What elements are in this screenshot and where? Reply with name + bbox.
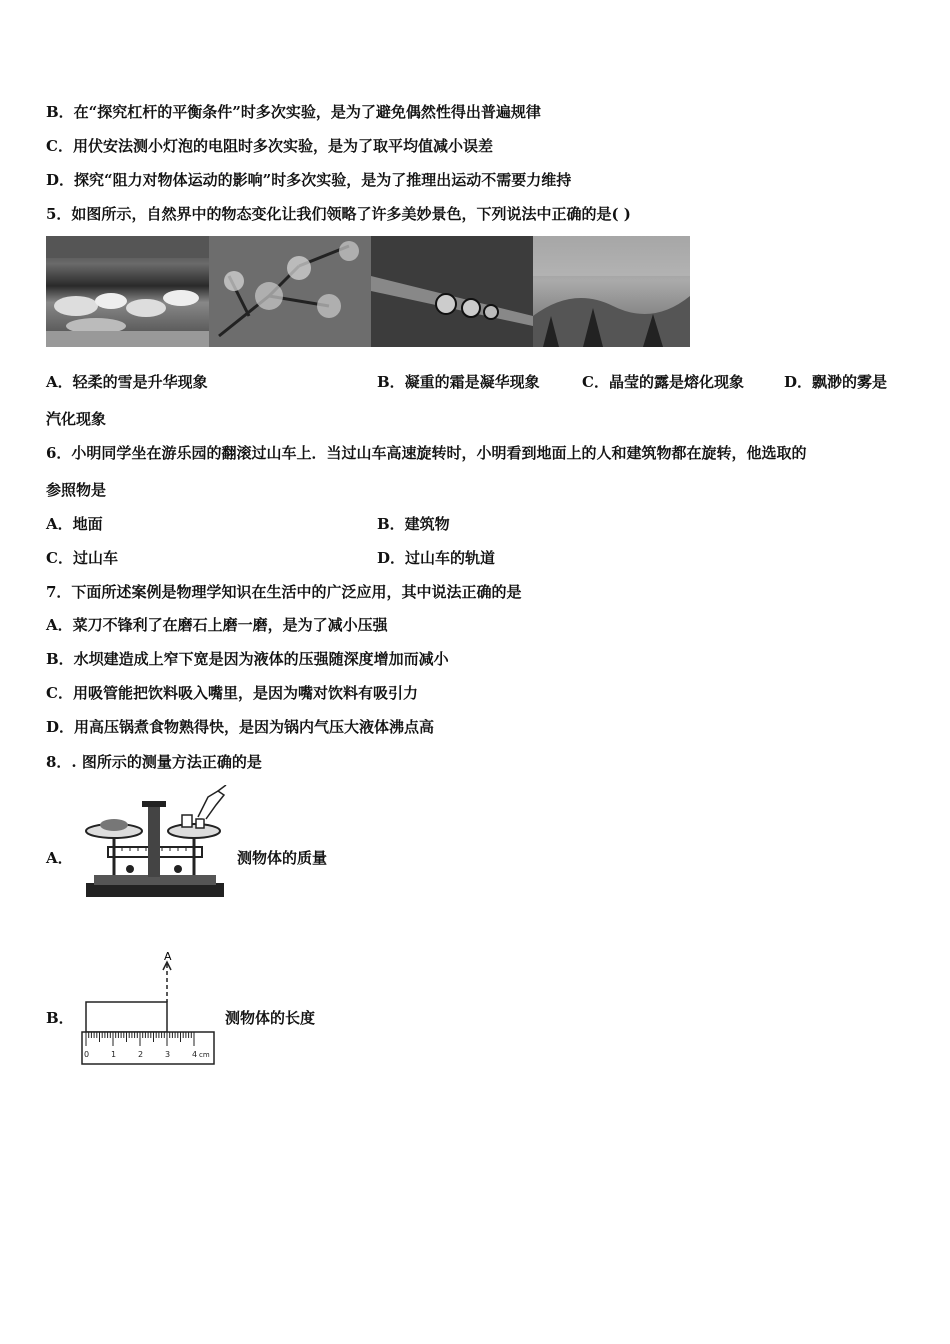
ruler-tick-3: 3 xyxy=(165,1050,171,1059)
q7-option-c: C．用吸管能把饮料吸入嘴里，是因为嘴对饮料有吸引力 xyxy=(46,684,418,702)
balance-scale-icon xyxy=(78,785,230,903)
q6-stem-line1: 6．小明同学坐在游乐园的翻滚过山车上．当过山车高速旋转时，小明看到地面上的人和建筑物都在旋转，他选取的 xyxy=(46,444,807,462)
q6-option-b: B．建筑物 xyxy=(377,515,450,533)
ruler-tick-1: 1 xyxy=(111,1050,117,1059)
q7-option-d: D．用高压锅煮食物熟得快，是因为锅内气压大液体沸点高 xyxy=(46,718,435,736)
q4-option-c: C．用伏安法测小灯泡的电阻时多次实验，是为了取平均值减小误差 xyxy=(46,137,493,155)
snow-photo xyxy=(46,236,209,347)
q5-option-a: A．轻柔的雪是升华现象 xyxy=(46,373,208,391)
q7-option-a: A．菜刀不锋利了在磨石上磨一磨，是为了减小压强 xyxy=(46,616,388,634)
q8-option-a-caption: 测物体的质量 xyxy=(237,849,328,867)
balance-scale-figure xyxy=(78,785,230,907)
q5-stem: 5．如图所示，自然界中的物态变化让我们领略了许多美妙景色，下列说法中正确的是( ) xyxy=(46,205,631,223)
q5-option-d: D．飘渺的雾是 xyxy=(784,373,888,391)
q5-option-c: C．晶莹的露是熔化现象 xyxy=(582,373,744,391)
q5-option-d-cont: 汽化现象 xyxy=(46,410,107,428)
fog-photo-art xyxy=(533,236,690,347)
dew-photo xyxy=(371,236,533,347)
q4-option-d: D．探究“阻力对物体运动的影响”时多次实验，是为了推理出运动不需要力维持 xyxy=(46,171,572,189)
arrow-label: A xyxy=(164,950,172,963)
ruler-figure xyxy=(78,946,218,1072)
q5-option-b: B．凝重的霜是凝华现象 xyxy=(377,373,540,391)
q8-option-b-label: B． xyxy=(46,1009,74,1027)
q7-option-b: B．水坝建造成上窄下宽是因为液体的压强随深度增加而减小 xyxy=(46,650,449,668)
snow-photo-art xyxy=(46,236,209,347)
ruler-tick-2: 2 xyxy=(138,1050,144,1059)
frost-photo-art xyxy=(209,236,371,347)
ruler-icon xyxy=(78,946,218,1068)
ruler-tick-0: 0 xyxy=(84,1050,90,1059)
q8-stem: 8．. 图所示的测量方法正确的是 xyxy=(46,753,262,771)
fog-photo xyxy=(533,236,690,347)
q6-stem-line2: 参照物是 xyxy=(46,481,107,499)
q6-option-c: C．过山车 xyxy=(46,549,118,567)
q8-option-b-caption: 测物体的长度 xyxy=(225,1009,316,1027)
frost-photo xyxy=(209,236,371,347)
q7-stem: 7．下面所述案例是物理学知识在生活中的广泛应用，其中说法正确的是 xyxy=(46,583,522,601)
q6-option-a: A．地面 xyxy=(46,515,103,533)
q4-option-b: B．在“探究杠杆的平衡条件”时多次实验，是为了避免偶然性得出普遍规律 xyxy=(46,103,541,121)
ruler-tick-4: 4 xyxy=(192,1050,198,1059)
q6-option-d: D．过山车的轨道 xyxy=(377,549,496,567)
ruler-unit: cm xyxy=(199,1051,210,1059)
q8-option-a-label: A． xyxy=(46,849,73,867)
dew-photo-art xyxy=(371,236,533,347)
q5-photo-strip xyxy=(46,236,690,347)
